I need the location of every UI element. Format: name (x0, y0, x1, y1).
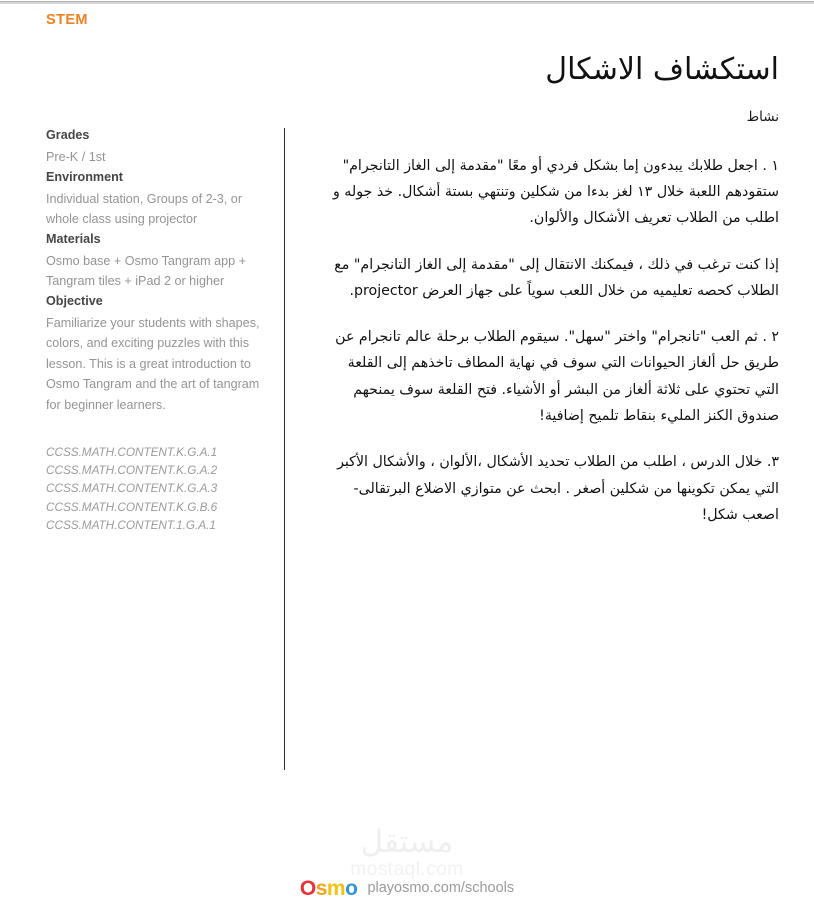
osmo-logo (300, 878, 358, 899)
osmo-logo-letter: s (315, 877, 327, 900)
activity-note-projector: إذا كنت ترغب في ذلك ، فيمكنك الانتقال إلى "مقدمة إلى الغاز التانجرام" مع الطلاب كحصه تعليميه من خلال اللعب سوياً على جهاز العرض projector. (334, 256, 779, 299)
activity-step-1: ١ . اجعل طلابك يبدءون إما بشكل فردي أو معًا "مقدمة إلى الغاز التانجرام" ستقودهم اللعبة خلال ١٣ لغز بدءا من شكلين وتنتهي بستة أشكال. خذ جوله و اطلب من الطلاب تعريف الأشكال والألوان. (332, 157, 779, 227)
watermark-latin-text: mostaql.com (350, 859, 464, 880)
list-item: CCSS.MATH.CONTENT.K.G.B.6 (46, 499, 218, 514)
mostaql-watermark (350, 824, 464, 880)
osmo-logo-letter: m (326, 877, 346, 900)
top-divider-rule (0, 0, 814, 4)
sidebar-heading-materials: Materials (46, 231, 101, 246)
list-item: CCSS.MATH.CONTENT.K.G.A.2 (46, 463, 218, 478)
footer-brand-bar (300, 878, 514, 899)
sidebar-section-grades (46, 126, 268, 168)
footer (0, 817, 814, 907)
list-item: CCSS.MATH.CONTENT.1.G.A.1 (46, 518, 216, 533)
sidebar-body-materials: Osmo base + Osmo Tangram app + Tangram tiles + iPad 2 or higher (46, 253, 246, 289)
list-item: CCSS.MATH.CONTENT.K.G.A.1 (46, 444, 218, 459)
category-tag-stem: STEM (46, 12, 88, 28)
activity-step-2: ٢ . ثم العب "تانجرام" واختر "سهل". سيقوم الطلاب برحلة عالم تانجرام عن طريق حل ألغاز الحيوانات التي سوف في نهاية المطاف تاخذهم إلى القلعة التي تحتوي على ثلاثة ألغاز من البشر أو الأشياء. فتح القلعة سوف يمنحهم صندوق الكنز المليء بنقاط تلميح إضافية! (335, 329, 779, 425)
activity-step-3: ٣. خلال الدرس ، اطلب من الطلاب تحديد الأشكال ،الألوان ، والأشكال الأكبر التي يمكن تكوينها من شكلين أصغر . ابحث عن متوازي الاضلاع البرتقالى- اصعب شكل! (337, 454, 779, 523)
sidebar-section-environment (46, 168, 268, 230)
sidebar-heading-environment: Environment (46, 169, 123, 184)
sidebar-heading-grades: Grades (46, 128, 90, 142)
activity-label: نشاط (746, 109, 779, 125)
sidebar-heading-objective: Objective (46, 293, 103, 308)
osmo-logo-letter: O (299, 877, 316, 900)
main-content (327, 108, 779, 548)
vertical-divider (284, 128, 285, 770)
sidebar-section-materials (46, 230, 268, 292)
list-item: CCSS.MATH.CONTENT.K.G.A.3 (46, 481, 218, 496)
footer-url: playosmo.com/schools (367, 880, 515, 897)
sidebar (46, 126, 268, 534)
standards-list (46, 443, 268, 534)
sidebar-body-environment: Individual station, Groups of 2-3, or whole class using projector (46, 191, 243, 227)
page-title: استكشاف الاشكال (545, 52, 779, 88)
sidebar-body-objective: Familiarize your students with shapes, colors, and exciting puzzles with this lesson. This is a great introduction to Osmo Tangram and the art of tangram for beginner learners. (46, 315, 260, 412)
watermark-arabic-text: مستقل (360, 824, 454, 860)
sidebar-body-grades: Pre-K / 1st (46, 150, 106, 165)
osmo-logo-letter: o (345, 877, 358, 900)
sidebar-section-objective (46, 292, 268, 415)
